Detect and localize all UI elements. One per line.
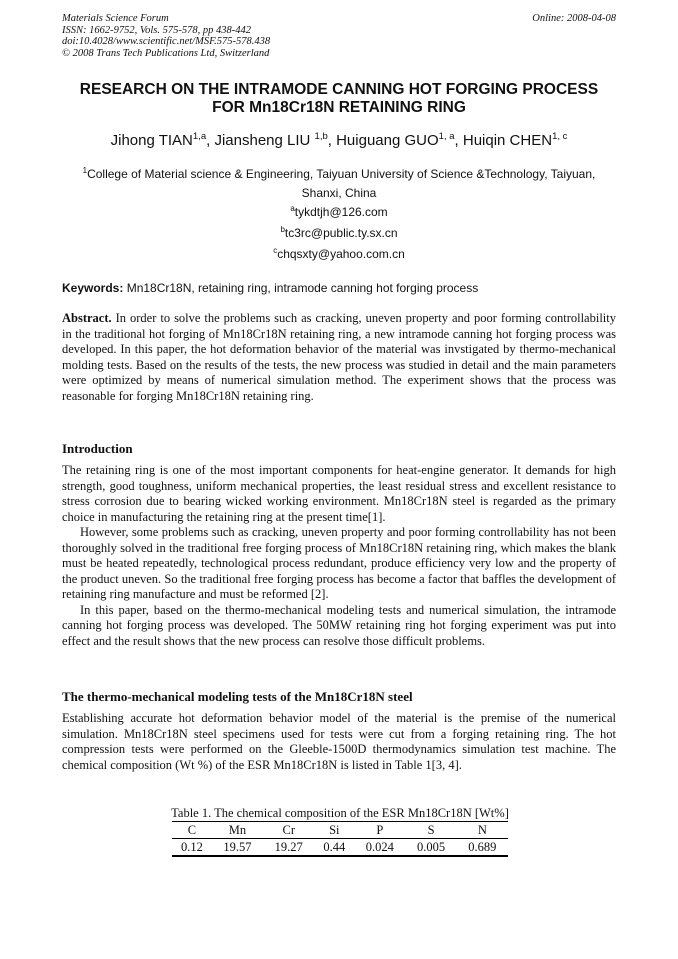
table-cell: 0.44 (314, 839, 354, 857)
table-header-cell: Mn (212, 822, 263, 839)
abstract-text: In order to solve the problems such as cracking, uneven property and poor forming controllability in the traditional hot forging of Mn18Cr18N retaining ring, a new intramode canning hot forging process was developed. In this paper, the hot deformation behavior of the material was invstigated by thermo-mechanical molding tests. Based on the results of the tests, the new process was studied in detail and the main parameters were optimized by means of numerical simulation method. The experiment shows that the process was reasonable for forging Mn18Cr18N retaining ring. (62, 311, 616, 403)
author-separator: , (454, 132, 463, 149)
paper-title (40, 81, 638, 117)
keywords (62, 281, 616, 295)
email-b (62, 223, 616, 240)
affiliation-text: College of Material science & Engineering, Taiyuan University of Science &Technology, Taiyuan, Shanxi, China (87, 167, 596, 200)
section-heading-introduction: Introduction (62, 441, 133, 456)
email-address: tc3rc@public.ty.sx.cn (284, 226, 398, 240)
journal-doi: doi:10.4028/www.scientific.net/MSF.575-578.438 (62, 36, 271, 47)
email-a (62, 202, 616, 219)
paper-title-line-2: FOR Mn18Cr18N RETAINING RING (212, 99, 466, 116)
journal-header (62, 13, 616, 59)
introduction-body (62, 463, 616, 649)
author-name: Jiansheng LIU (214, 132, 315, 149)
paper-title-line-1: RESEARCH ON THE INTRAMODE CANNING HOT FORGING PROCESS (79, 81, 599, 98)
table-cell: 0.12 (172, 839, 212, 857)
author-separator: , (327, 132, 337, 149)
keywords-label: Keywords: (62, 281, 124, 295)
journal-copyright: © 2008 Trans Tech Publications Ltd, Switzerland (62, 47, 270, 59)
author-list (40, 128, 638, 150)
introduction-paragraph-3: In this paper, based on the thermo-mechanical modeling tests and numerical simulation, the intramode canning hot forging process was developed. The 50MW retaining ring hot forging experiment was put into effect and the result shows that the new process can resolve those difficult problems. (62, 602, 616, 648)
author-name: Huiqin CHEN (462, 132, 553, 149)
table-header-row (172, 822, 508, 839)
table-header-cell: Cr (263, 822, 314, 839)
author-affiliation-mark: 1,a (192, 131, 207, 142)
journal-issn: ISSN: 1662-9752, Vols. 575-578, pp 438-442 (62, 24, 251, 36)
email-c (62, 244, 616, 261)
section-heading-thermo-mechanical: The thermo-mechanical modeling tests of the Mn18Cr18N steel (62, 689, 413, 704)
author-affiliation-mark: 1,b (314, 131, 328, 142)
composition-table (172, 821, 508, 857)
introduction-paragraph-2: However, some problems such as cracking, uneven property and poor forming controllability has not been thoroughly solved in the traditional free forging process of Mn18Cr18N retaining ring, which makes the blank must be heated repeatedly, technological process redundant, produce efficiency very low and the property of the product uneven. So the traditional free forging process has become a factor that baffles the development of retaining ring manufacture and must be reformed [2]. (62, 525, 616, 601)
affiliation (62, 161, 616, 203)
journal-name: Materials Science Forum (62, 13, 169, 24)
thermo-mechanical-paragraph: Establishing accurate hot deformation behavior model of the material is the premise of the numerical simulation. Mn18Cr18N steel specimens used for tests were cut from a forging retaining ring. The hot compression tests were performed on the Gleeble-1500D thermodynamics simulation test machine. The chemical composition (Wt %) of the ESR Mn18Cr18N is listed in Table 1[3, 4]. (62, 711, 616, 772)
table-row (172, 839, 508, 857)
abstract (62, 311, 616, 404)
email-mark: a (290, 204, 295, 213)
table-cell: 0.689 (457, 839, 508, 857)
author-name: Huiguang GUO (336, 132, 439, 149)
table-header-cell: S (405, 822, 456, 839)
table-header-cell: Si (314, 822, 354, 839)
author-affiliation-mark: 1, c (552, 131, 568, 142)
introduction-paragraph-1: The retaining ring is one of the most important components for heat-engine generator. It demands for high strength, good toughness, uniform mechanical properties, the least residual stress and excellent resistance to stress corrosion due to bearing wicked working environment. Mn18Cr18N steel is regarded as the primary choice in manufacturing the retaining ring at the present time[1]. (62, 463, 616, 524)
table-header-cell: P (354, 822, 405, 839)
table-cell: 0.005 (405, 839, 456, 857)
table-cell: 0.024 (354, 839, 405, 857)
email-address: tykdtjh@126.com (294, 205, 388, 219)
table-1 (152, 806, 528, 857)
online-date: Online: 2008-04-08 (532, 13, 616, 24)
author-name: Jihong TIAN (110, 132, 193, 149)
table-cell: 19.57 (212, 839, 263, 857)
author-affiliation-mark: 1, a (438, 131, 455, 142)
email-mark: b (280, 225, 285, 234)
email-mark: c (273, 246, 278, 255)
author-separator: , (206, 132, 215, 149)
email-address: chqsxty@yahoo.com.cn (277, 247, 405, 261)
abstract-label: Abstract. (62, 311, 112, 325)
table-cell: 19.27 (263, 839, 314, 857)
keywords-text: Mn18Cr18N, retaining ring, intramode canning hot forging process (123, 281, 479, 295)
table-header-cell: C (172, 822, 212, 839)
table-1-caption: Table 1. The chemical composition of the ESR Mn18Cr18N [Wt%] (171, 806, 509, 820)
table-header-cell: N (457, 822, 508, 839)
affiliation-mark: 1 (82, 166, 88, 175)
